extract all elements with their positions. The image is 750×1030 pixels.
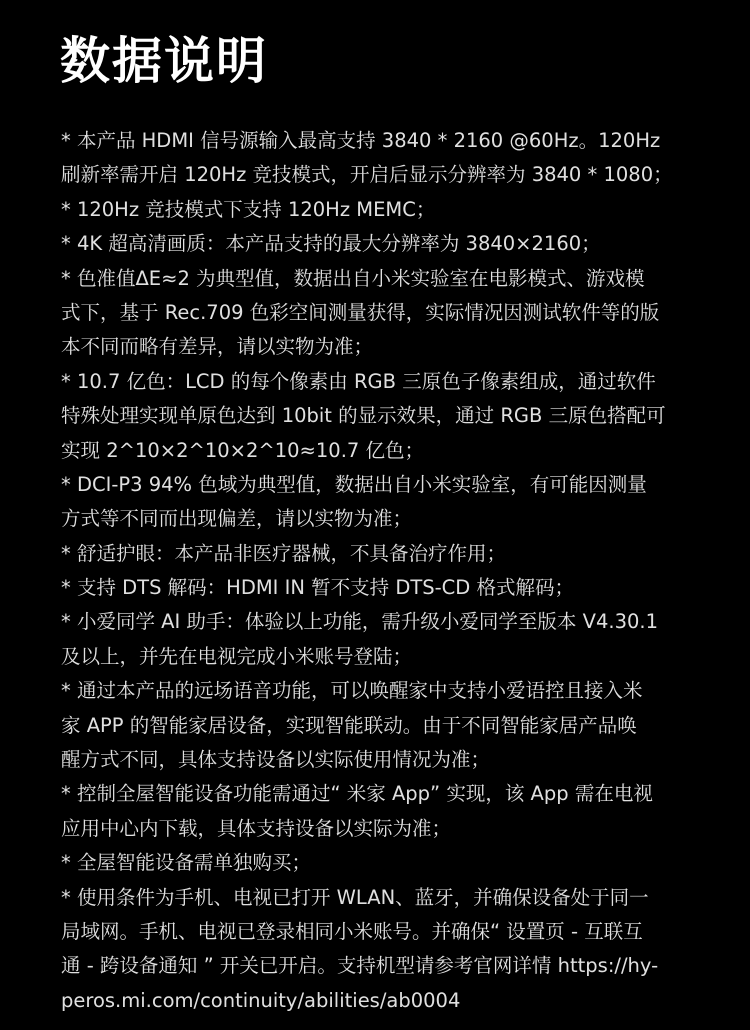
notes-list	[61, 124, 693, 1018]
note-line: * 本产品 HDMI 信号源输入最高支持 3840 * 2160 @60Hz。120Hz	[61, 129, 661, 152]
note-line: * 使用条件为手机、电视已打开 WLAN、蓝牙，并确保设备处于同一	[61, 885, 649, 909]
note-item	[61, 193, 693, 227]
note-item	[61, 124, 693, 193]
note-line: 及以上，并先在电视完成小米账号登陆；	[61, 644, 413, 668]
note-line: * 小爱同学 AI 助手：体验以上功能，需升级小爱同学至版本 V4.30.1	[61, 610, 658, 634]
note-line: * 4K 超高清画质：本产品支持的最大分辨率为 3840×2160；	[61, 232, 601, 256]
note-item	[61, 571, 693, 605]
note-line: * 色准值ΔE≈2 为典型值，数据出自小米实验室在电影模式、游戏模	[61, 266, 645, 290]
note-line: * DCI-P3 94% 色域为典型值，数据出自小米实验室，有可能因测量	[61, 472, 647, 496]
note-item	[61, 777, 693, 846]
note-item	[61, 537, 693, 571]
note-item	[61, 846, 693, 880]
note-item	[61, 674, 693, 777]
note-item	[61, 262, 693, 365]
page-title: 数据说明	[60, 32, 268, 90]
note-line: * 支持 DTS 解码：HDMI IN 暂不支持 DTS-CD 格式解码；	[61, 576, 575, 600]
note-line: 应用中心内下载，具体支持设备以实际为准；	[61, 816, 452, 840]
note-line: peros.mi.com/continuity/abilities/ab0004	[61, 988, 461, 1012]
note-item	[61, 365, 693, 468]
note-line: * 控制全屋智能设备功能需通过“ 米家 App” 实现，该 App 需在电视	[61, 782, 653, 806]
note-item	[61, 227, 693, 261]
note-line: 实现 2^10×2^10×2^10≈10.7 亿色；	[61, 438, 425, 462]
note-line: 方式等不同而出现偏差，请以实物为准；	[61, 507, 413, 531]
note-line: 式下，基于 Rec.709 色彩空间测量获得，实际情况因测试软件等的版	[61, 300, 660, 324]
note-line: 本不同而略有差异，请以实物为准；	[61, 335, 374, 359]
note-item	[61, 468, 693, 537]
note-line: * 120Hz 竞技模式下支持 120Hz MEMC；	[61, 197, 436, 221]
note-line: 刷新率需开启 120Hz 竞技模式，开启后显示分辨率为 3840 * 1080；	[61, 163, 673, 187]
note-item	[61, 881, 693, 1019]
note-line: * 10.7 亿色：LCD 的每个像素由 RGB 三原色子像素组成，通过软件	[61, 369, 656, 393]
note-line: 通 - 跨设备通知 ” 开关已开启。支持机型请参考官网详情 https://hy-	[61, 954, 659, 978]
note-line: 局域网。手机、电视已登录相同小米账号。并确保“ 设置页 - 互联互	[61, 919, 643, 943]
note-line: 家 APP 的智能家居设备，实现智能联动。由于不同智能家居产品唤	[61, 713, 637, 737]
note-line: 特殊处理实现单原色达到 10bit 的显示效果，通过 RGB 三原色搭配可	[61, 404, 666, 428]
note-line: * 通过本产品的远场语音功能，可以唤醒家中支持小爱语控且接入米	[61, 679, 643, 703]
note-line: * 舒适护眼：本产品非医疗器械，不具备治疗作用；	[61, 541, 506, 565]
note-item	[61, 605, 693, 674]
note-line: * 全屋智能设备需单独购买；	[61, 851, 311, 875]
note-line: 醒方式不同，具体支持设备以实际使用情况为准；	[61, 748, 491, 772]
